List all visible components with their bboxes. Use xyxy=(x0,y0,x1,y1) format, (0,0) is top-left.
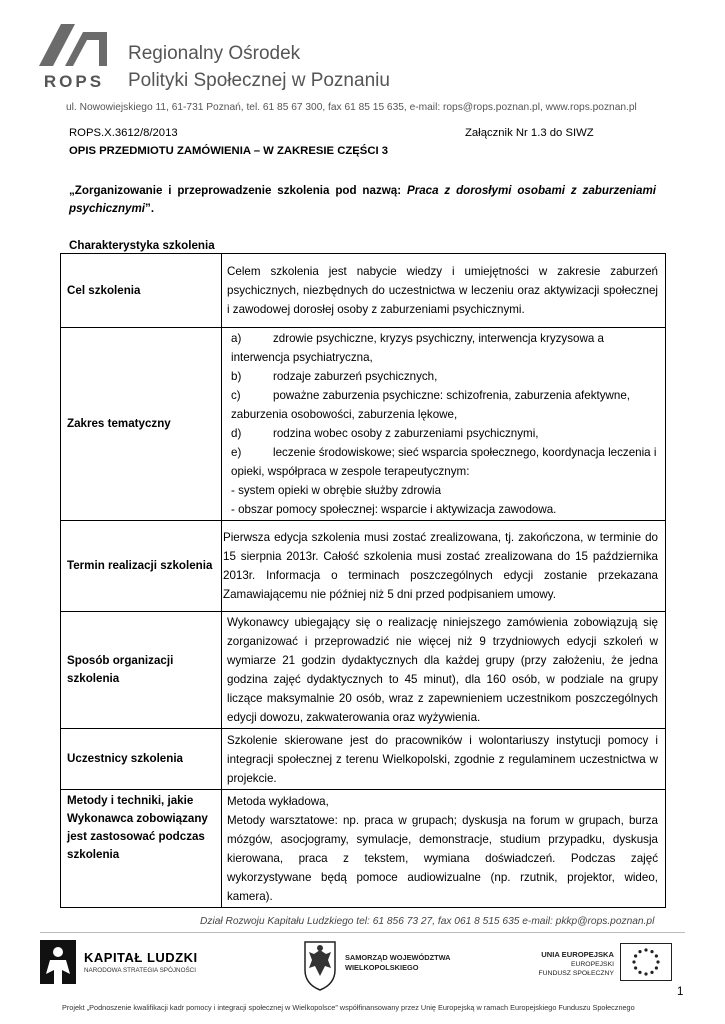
intro-prefix: „Zorganizowanie i przeprowadzenie szkolenia pod nazwą: xyxy=(69,184,402,197)
table-row xyxy=(61,328,666,521)
section-heading: Charakterystyka szkolenia xyxy=(69,239,215,252)
kapital-ludzki-text xyxy=(84,950,198,974)
document-reference: ROPS.X.3612/8/2013 xyxy=(69,127,178,139)
intro-training-name: Praca z dorosłymi osobami z zaburzeniami psychicznymi xyxy=(69,184,656,215)
eu-line2: EUROPEJSKI xyxy=(570,961,614,968)
wielkopolska-crest-icon xyxy=(303,940,337,992)
eu-star xyxy=(634,966,637,969)
topic-subitem: - system opieki w obrębie służby zdrowia xyxy=(231,484,442,497)
table-row xyxy=(61,729,666,790)
eu-star xyxy=(655,954,658,957)
topic-b: b) rodzaje zaburzeń psychicznych, xyxy=(231,370,438,383)
document-intro xyxy=(69,182,656,218)
row-value-termin xyxy=(222,521,666,612)
eu-star xyxy=(644,972,647,975)
document-annex: Załącznik Nr 1.3 do SIWZ xyxy=(465,127,594,139)
eu-text xyxy=(520,950,614,978)
document-title: OPIS PRZEDMIOTU ZAMÓWIENIA – W ZAKRESIE CZĘŚCI 3 xyxy=(69,145,389,157)
topic-a: a) zdrowie psychiczne, kryzys psychiczny, interwencja kryzysowa a xyxy=(231,332,604,345)
row-label-termin: Termin realizacji szkolenia xyxy=(61,521,222,612)
page-number: 1 xyxy=(677,986,684,998)
row-value-zakres xyxy=(222,328,666,521)
footer-divider xyxy=(40,932,685,933)
row-value-sposob: Wykonawcy ubiegający się o realizację niniejszego zamówienia zobowiązują się zorganizować i przeprowadzić nie więcej niż 9 trzydniowych edycji szkoleń w wymiarze 21 godzin dydaktycznych dla każdej grupy (przy założeniu, że jedna godzina zajęć dydaktycznych to 45 minut), dla 160 osób, w podziale na grupy liczące maksymalnie 20 osób, wraz z zapewnieniem uczestnikom poszczególnych edycji dowozu, zakwaterowania oraz wyżywienia. xyxy=(222,612,666,729)
eu-star xyxy=(632,960,635,963)
termin-text: Pierwsza edycja szkolenia musi zostać zrealizowana, tj. zakończona, w terminie do 15 sierpnia 2013r. Całość szkolenia musi zostać zrealizowana do 15 października 2013r. Informacja o terminach poszczególnych edycji zostanie przekazana Zamawiającemu nie później niż 5 dni przed podpisaniem umowy. xyxy=(223,531,658,601)
topic-a-cont: interwencja psychiatryczna, xyxy=(231,351,373,364)
org-name-line1: Regionalny Ośrodek xyxy=(128,43,301,64)
eu-star xyxy=(655,966,658,969)
eu-star xyxy=(644,948,647,951)
kl-title: KAPITAŁ LUDZKI xyxy=(84,950,198,965)
org-name xyxy=(128,40,390,94)
samorzad-line2: WIELKOPOLSKIEGO xyxy=(345,963,419,972)
topic-subitem: - obszar pomocy społecznej: wsparcie i aktywizacja zawodowa. xyxy=(231,503,557,516)
org-name-line2: Polityki Społecznej w Poznaniu xyxy=(128,70,390,91)
eu-star xyxy=(650,950,653,953)
eu-star xyxy=(656,960,659,963)
project-note: Projekt „Podnoszenie kwalifikacji kadr pomocy i integracji społecznej w Wielkopolsce” współfinansowany przez Unię Europejską w ramach Europejskiego Funduszu Społecznego xyxy=(62,1003,635,1012)
metody-line2: Metody warsztatowe: np. praca w grupach; dyskusja na forum w grupach, burza mózgów, asocjogramy, symulacje, demonstracje, studium przypadku, dyskusja kierowana, praca z tekstem, wymiana doświadczeń. Podczas zajęć wykorzystywane będą pomoce audiowizualne (np. rzutnik, projektor, wideo, kamera). xyxy=(227,813,658,903)
topic-e: e) leczenie środowiskowe; sieć wsparcia społecznego, koordynacja leczenia i xyxy=(231,446,657,459)
intro-suffix: ”. xyxy=(145,202,155,215)
eu-line1: UNIA EUROPEJSKA xyxy=(541,950,614,959)
eu-star xyxy=(650,971,653,974)
topic-c: c) poważne zaburzenia psychiczne: schizofrenia, zaburzenia afektywne, xyxy=(231,389,631,402)
row-label-uczestnicy: Uczestnicy szkolenia xyxy=(61,729,222,790)
footer-contact: Dział Rozwoju Kapitału Ludzkiego tel: 61 856 73 27, fax 061 8 515 635 e-mail: pkkp@rops.poznan.pl xyxy=(200,916,655,927)
table-row xyxy=(61,790,666,908)
row-value-cel: Celem szkolenia jest nabycie wiedzy i umiejętności w zakresie zaburzeń psychicznych, niezbędnych do uczestnictwa w leczeniu oraz aktywizacji społecznej i zawodowej dorosłej osoby z zaburzeniami psychicznymi. xyxy=(222,254,666,328)
kl-subtitle: NARODOWA STRATEGIA SPÓJNOŚCI xyxy=(84,967,196,974)
samorzad-line1: SAMORZĄD WOJEWÓDZTWA xyxy=(345,953,451,962)
row-label-cel: Cel szkolenia xyxy=(61,254,222,328)
rops-logo-text: ROPS xyxy=(43,72,105,90)
metody-line1: Metoda wykładowa, xyxy=(227,794,329,808)
table-row xyxy=(61,521,666,612)
rops-logo xyxy=(35,20,113,90)
eu-star xyxy=(634,954,637,957)
topic-d: d) rodzina wobec osoby z zaburzeniami psychicznymi, xyxy=(231,427,539,440)
eu-star xyxy=(638,971,641,974)
row-label-zakres: Zakres tematyczny xyxy=(61,328,222,521)
eu-line3: FUNDUSZ SPOŁECZNY xyxy=(538,970,614,977)
topic-e-cont: opieki, współpraca w zespole terapeutycznym: xyxy=(231,465,470,478)
table-row xyxy=(61,254,666,328)
table-row xyxy=(61,612,666,729)
row-label-metody: Metody i techniki, jakie Wykonawca zobowiązany jest zastosować podczas szkolenia xyxy=(61,790,222,908)
topic-c-cont: zaburzenia osobowości, zaburzenia lękowe, xyxy=(231,408,458,421)
header-contact: ul. Nowowiejskiego 11, 61-731 Poznań, tel. 61 85 67 300, fax 61 85 15 635, e-mail: rops@rops.poznan.pl, www.rops.poznan.pl xyxy=(66,102,637,113)
row-value-metody xyxy=(222,790,666,908)
eu-flag-icon xyxy=(620,943,672,981)
kapital-ludzki-logo xyxy=(40,940,76,990)
row-label-sposob: Sposób organizacji szkolenia xyxy=(61,612,222,729)
samorzad-text xyxy=(345,953,451,973)
row-value-uczestnicy: Szkolenie skierowane jest do pracowników i wolontariuszy instytucji pomocy i integracji społecznej z terenu Wielkopolski, zgodnie z regulaminem uczestnictwa w projekcie. xyxy=(222,729,666,790)
eu-star xyxy=(638,950,641,953)
training-spec-table xyxy=(60,253,666,908)
